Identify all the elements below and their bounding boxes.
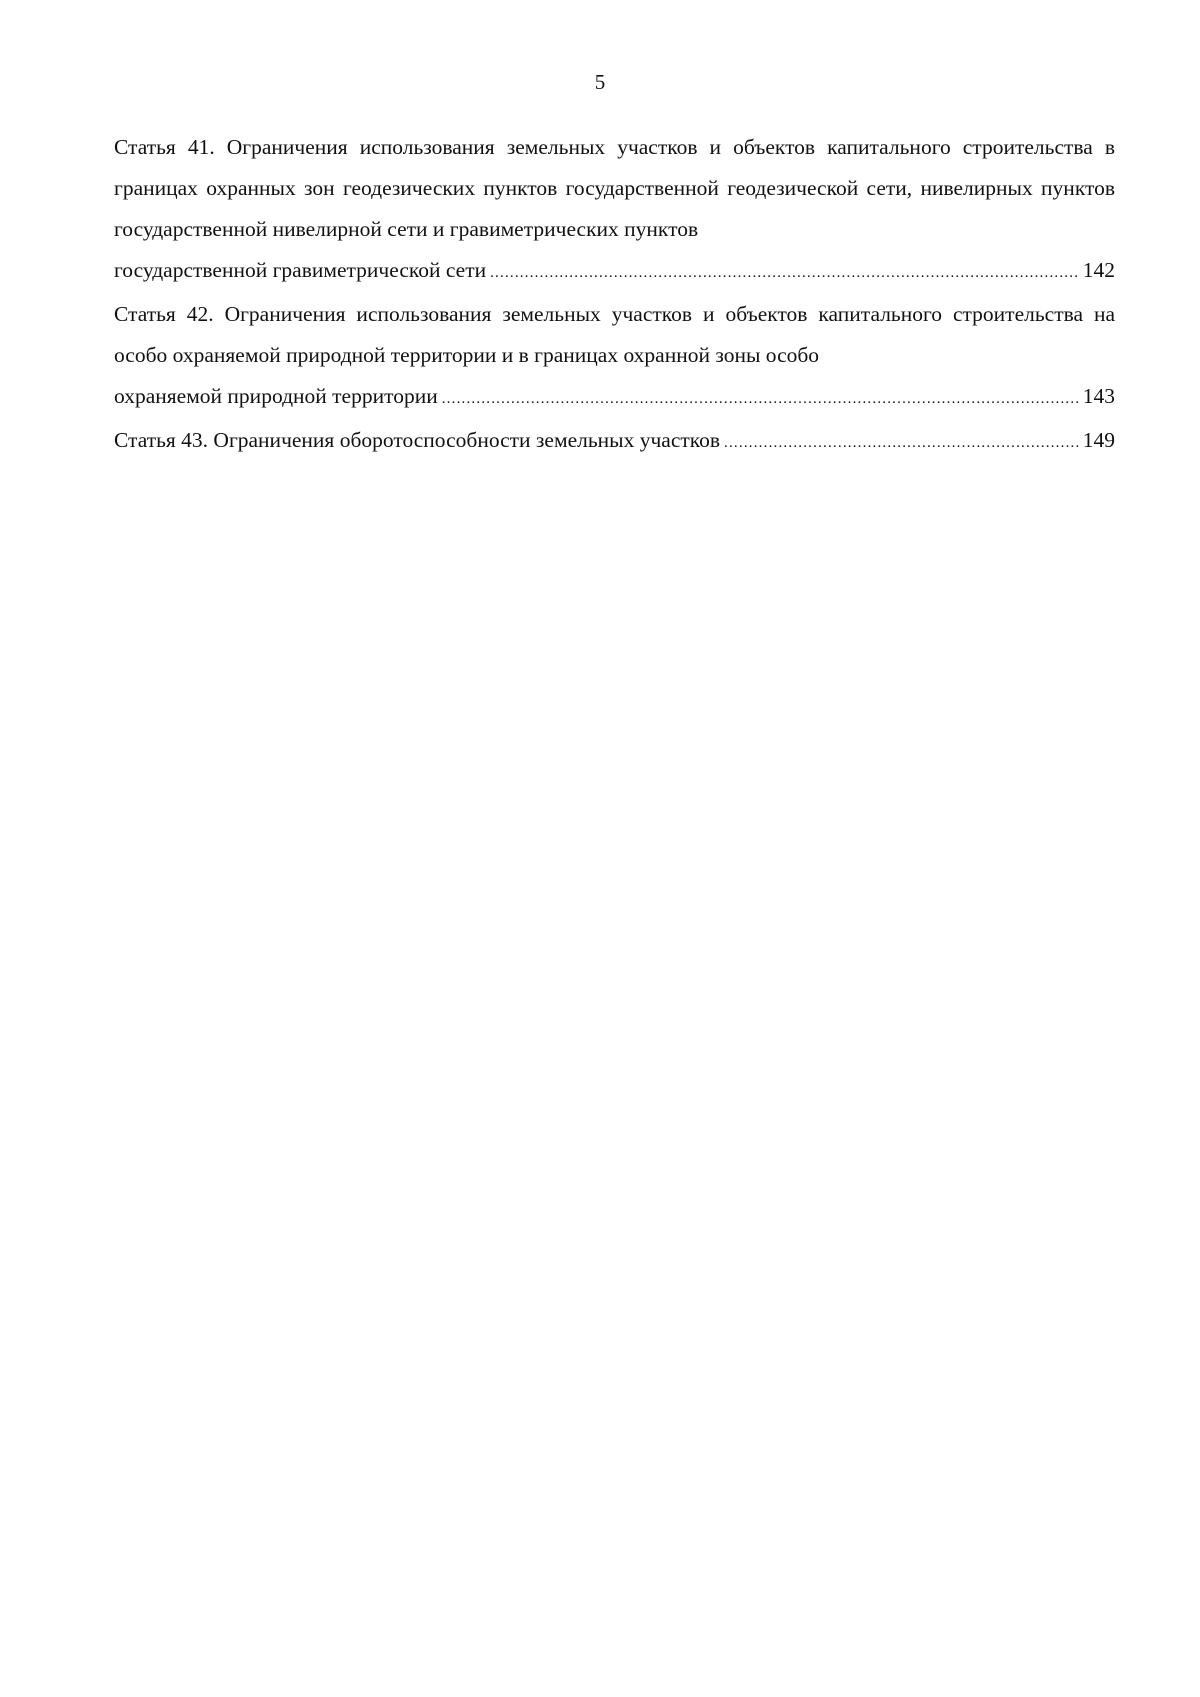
dot-leader xyxy=(442,379,1080,420)
toc-entry-title: Статья 43. Ограничения оборотоспособности земельных участков xyxy=(114,428,721,452)
toc-leader-line xyxy=(114,250,1115,294)
toc-entry-title-end: государственной гравиметрической сети xyxy=(114,258,487,282)
toc-entry-article-43[interactable] xyxy=(114,420,1115,464)
toc-page-number: 149 xyxy=(1082,428,1115,452)
table-of-contents xyxy=(114,127,1115,464)
toc-page-number: 142 xyxy=(1082,258,1115,282)
toc-entry-article-41[interactable] xyxy=(114,127,1115,294)
toc-entry-article-42[interactable] xyxy=(114,294,1115,420)
page-number: 5 xyxy=(594,70,606,94)
toc-entry-title: Статья 42. Ограничения использования земельных участков и объектов капитального строительства на особо охраняемой природной территории и в границах охранной зоны особо xyxy=(114,302,1115,367)
toc-entry-title-end: охраняемой природной территории xyxy=(114,384,438,408)
toc-leader-line xyxy=(114,376,1115,420)
toc-page-number: 143 xyxy=(1082,384,1115,408)
dot-leader xyxy=(490,253,1080,294)
dot-leader xyxy=(724,423,1080,464)
toc-entry-title: Статья 41. Ограничения использования земельных участков и объектов капитального строительства в границах охранных зон геодезических пунктов государственной геодезической сети, нивелирных пунктов государственной нивелирной сети и гравиметрических пунктов xyxy=(114,135,1115,241)
toc-leader-line xyxy=(114,420,1115,464)
